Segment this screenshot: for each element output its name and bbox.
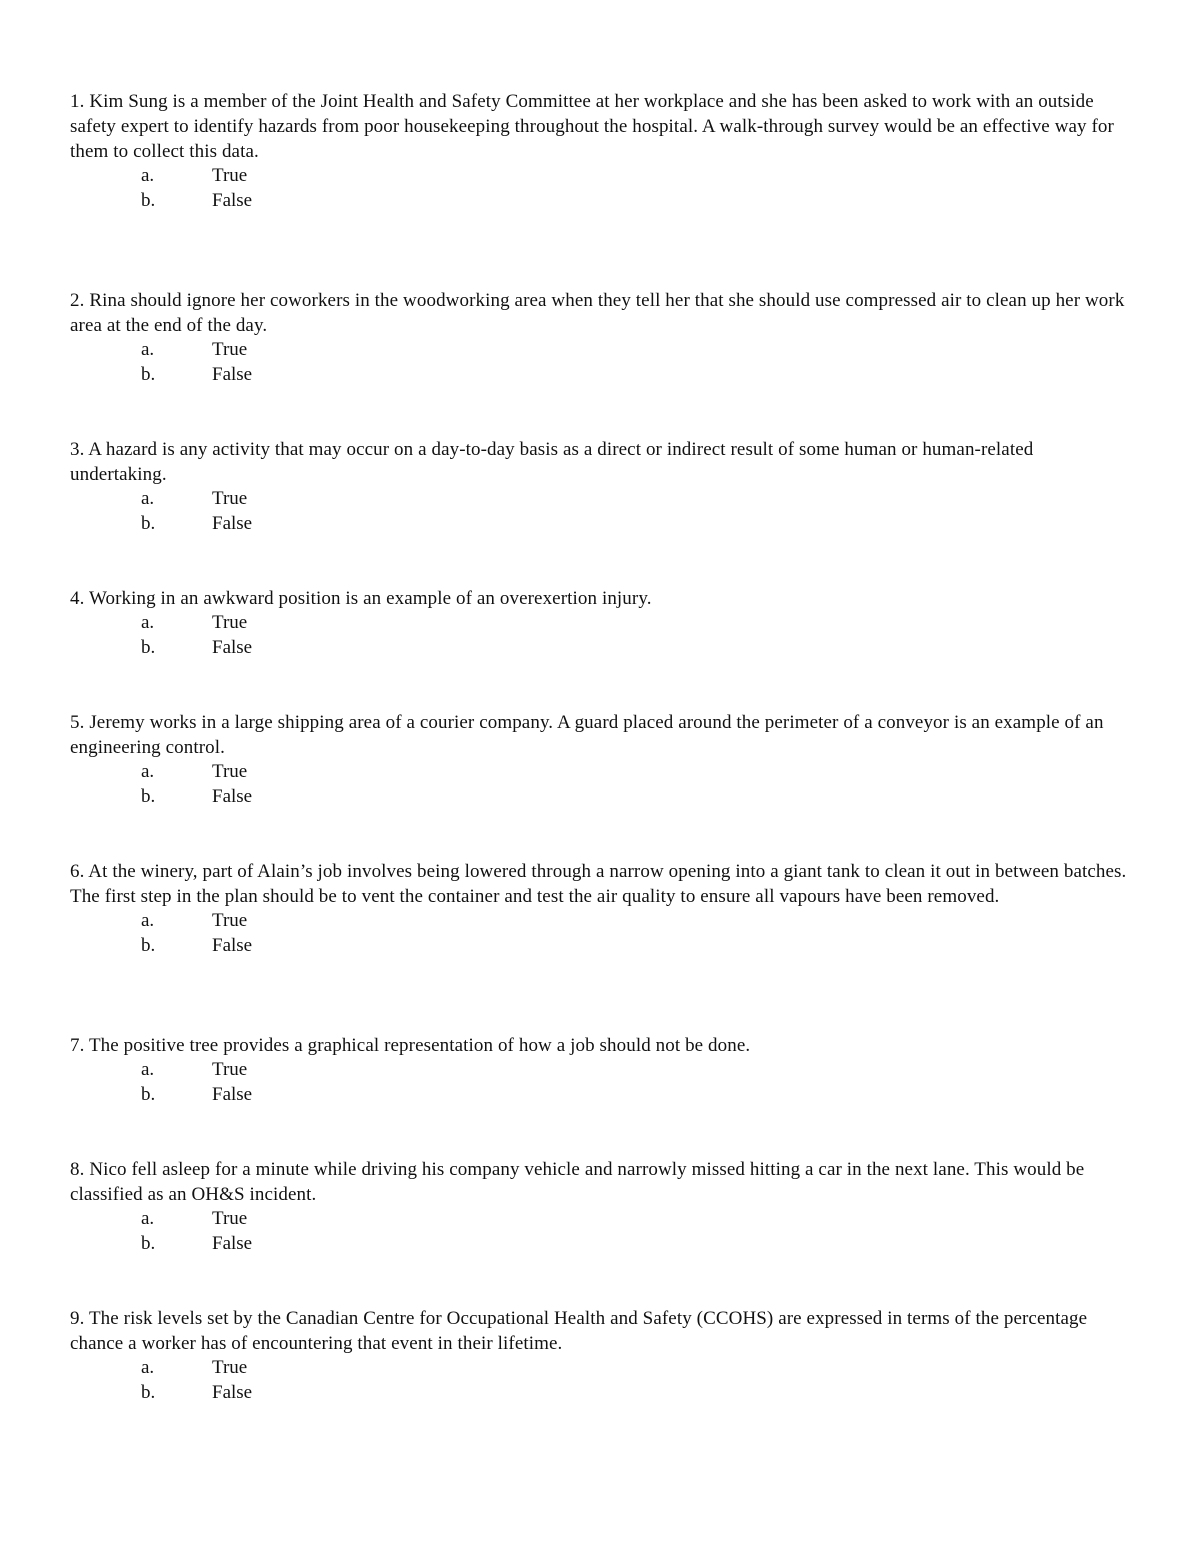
option-a: a. True: [141, 165, 248, 186]
option-a: a. True: [141, 1357, 248, 1378]
option-b: b. False: [141, 189, 253, 211]
question-text: 1. Kim Sung is a member of the Joint Health and Safety Committee at her workplace and she has been asked to work with an outside safety expert to identify hazards from poor housekeeping throughout the hospital. A walk-through survey would be an effective way for them to collect this data.: [70, 91, 1114, 162]
option-a: a. True: [141, 1208, 248, 1229]
option-b: b. False: [141, 934, 253, 956]
question-5: [70, 710, 1130, 809]
question-1: [70, 89, 1130, 213]
option-a: a. True: [141, 761, 248, 782]
option-b: b. False: [141, 636, 253, 658]
question-text: 7. The positive tree provides a graphical representation of how a job should not be done.: [70, 1035, 751, 1056]
option-b: b. False: [141, 512, 253, 534]
option-b: b. False: [141, 1232, 253, 1254]
question-2: [70, 288, 1130, 387]
option-a: a. True: [141, 339, 248, 360]
option-b: b. False: [141, 1083, 253, 1105]
question-text: 6. At the winery, part of Alain’s job involves being lowered through a narrow opening into a giant tank to clean it out in between batches. The first step in the plan should be to vent the container and test the air quality to ensure all vapours have been removed.: [70, 861, 1127, 907]
question-8: [70, 1157, 1130, 1256]
question-text: 2. Rina should ignore her coworkers in the woodworking area when they tell her that she should use compressed air to clean up her work area at the end of the day.: [70, 290, 1125, 336]
question-3: [70, 437, 1130, 536]
question-7: [70, 1033, 1130, 1107]
option-a: a. True: [141, 612, 248, 633]
question-9: [70, 1306, 1130, 1405]
question-text: 3. A hazard is any activity that may occur on a day-to-day basis as a direct or indirect result of some human or human-related undertaking.: [70, 439, 1034, 485]
question-4: [70, 586, 1130, 660]
question-text: 9. The risk levels set by the Canadian Centre for Occupational Health and Safety (CCOHS) are expressed in terms of the percentage chance a worker has of encountering that event in their lifetime.: [70, 1308, 1088, 1354]
option-b: b. False: [141, 1381, 253, 1403]
question-text: 5. Jeremy works in a large shipping area of a courier company. A guard placed around the perimeter of a conveyor is an example of an engineering control.: [70, 712, 1104, 758]
option-a: a. True: [141, 910, 248, 931]
question-text: 8. Nico fell asleep for a minute while driving his company vehicle and narrowly missed hitting a car in the next lane. This would be classified as an OH&S incident.: [70, 1159, 1085, 1205]
option-a: a. True: [141, 1059, 248, 1080]
option-b: b. False: [141, 363, 253, 385]
question-text: 4. Working in an awkward position is an example of an overexertion injury.: [70, 588, 652, 609]
option-b: b. False: [141, 785, 253, 807]
option-a: a. True: [141, 488, 248, 509]
question-6: [70, 859, 1130, 958]
